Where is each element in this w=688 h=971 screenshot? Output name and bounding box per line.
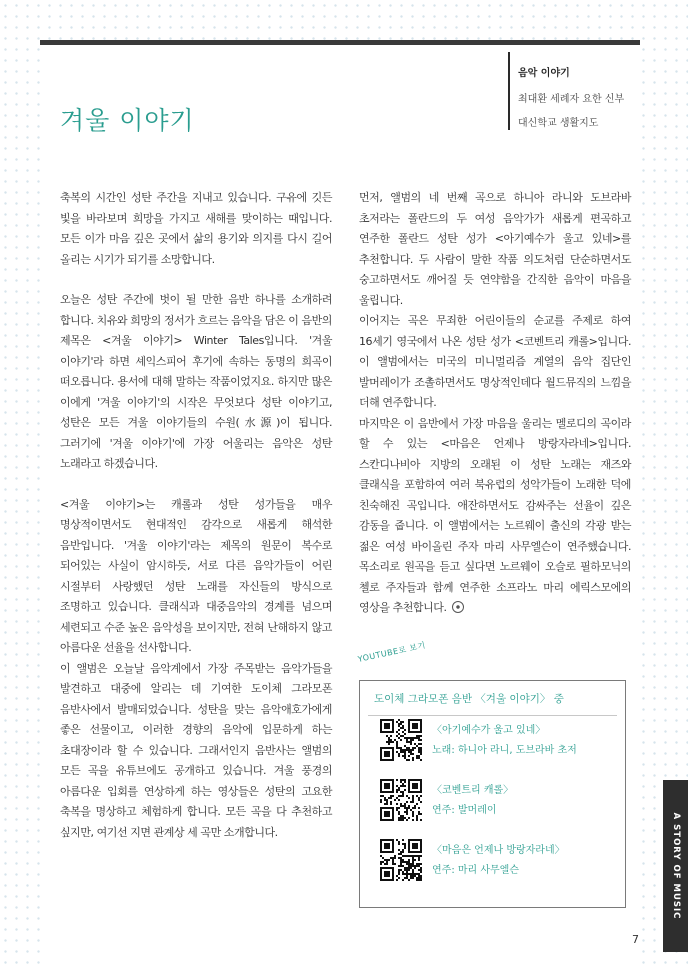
youtube-item-title[interactable]: 〈마음은 언제나 방랑자라네〉 (432, 845, 565, 856)
info-author: 최대환 세례자 요한 신부 (518, 94, 625, 105)
paragraph: 먼저, 앨범의 네 번째 곡으로 하니아 라니와 도브라바 초저라는 폴란드의 두 여성 음악가가 새롭게 편곡하고 연주한 폴란드 성탄 성가 <아기예수가 울고 있네>를 추천합니다. 두 사람이 말한 작품 의도처럼 단순하면서도 숭고하면서도 깨어질 듯 연약함을 간직한 음악이 마음을 울립니다. (359, 191, 631, 307)
paragraph-text: 마지막은 이 음반에서 가장 마음을 울리는 멜로디의 곡이라 할 수 있는 <마음은 언제나 방랑자라네>입니다. 스칸디나비아 지방의 오래된 이 성탄 노래는 재즈와 클래식을 포함하여 여러 북유럽의 성악가들이 노래한 덕에 친숙해진 곡입니다. 애잔하면서도 감싸주는 선율이 깊은 감동을 줍니다. 이 앨범에서는 노르웨이 출신의 각광 받는 젊은 여성 바이올린 주자 마리 사무엘슨이 연주했습니다. 목소리로 원곡을 듣고 싶다면 노르웨이 오슬로 필하모닉의 첼로 주자들과 함께 연주한 소프라노 마리 에릭스모에의 영상을 추천합니다. (359, 416, 631, 614)
paragraph: <겨울 이야기>는 캐롤과 성탄 성가들을 매우 명상적이면서도 현대적인 감각으로 새롭게 해석한 음반입니다. '겨울 이야기'라는 제목의 원문이 복수로 되어있는 사실이 암시하듯, 서로 다른 음악가들이 어린 시절부터 사랑했던 성탄 노래를 자신들의 방식으로 조명하고 있습니다. 클래식과 대중음악의 경계를 넘으며 세련되고 수준 높은 음악성을 보이지만, 전혀 난해하지 않고 아름다운 선율을 선사합니다. (60, 497, 332, 654)
paragraph: 오늘은 성탄 주간에 벗이 될 만한 음반 하나를 소개하려 합니다. 치유와 희망의 정서가 흐르는 음악을 담은 이 음반의 제목은 <겨울 이야기> Winter Tales입니다. '겨울 이야기'라 하면 셰익스피어 후기에 속하는 동명의 희곡이 떠오릅니다. 용서에 대해 말하는 작품이었지요. 하지만 많은 이에게 '겨울 이야기'의 시작은 무엇보다 성탄 이야기고, 성탄은 모든 겨울 이야기들의 수원(水源)이 됩니다. 그러기에 '겨울 이야기'에 가장 어울리는 음악은 성탄 노래라고 하겠습니다. (60, 293, 332, 470)
youtube-item-title[interactable]: 〈코벤트리 캐롤〉 (432, 785, 514, 796)
music-note-icon (452, 601, 464, 613)
side-tab-label: A STORY OF MUSIC (670, 812, 681, 920)
top-rule (40, 40, 640, 45)
info-category: 음악 이야기 (518, 68, 570, 79)
youtube-item[interactable] (380, 779, 620, 827)
youtube-item[interactable] (380, 839, 620, 887)
right-column (359, 188, 631, 619)
youtube-item-title[interactable]: 〈아기예수가 울고 있네〉 (432, 725, 546, 736)
youtube-heading: 도이체 그라모폰 음반 〈겨울 이야기〉 중 (374, 693, 564, 705)
youtube-tag: YOUTUBE로 보기 (357, 640, 427, 664)
info-rule (508, 52, 510, 130)
youtube-box (359, 680, 626, 908)
youtube-item-credit: 노래: 하니아 라니, 도브라바 초저 (432, 745, 577, 756)
qr-code-icon[interactable] (380, 719, 422, 761)
paragraph: 축복의 시간인 성탄 주간을 지내고 있습니다. 구유에 깃든 빛을 바라보며 희망을 가지고 새해를 맞이하는 때입니다. 모든 이가 마음 깊은 곳에서 삶의 용기와 의지를 다시 길어 올리는 시기가 되기를 소망합니다. (60, 191, 332, 266)
paragraph: 이어지는 곡은 무죄한 어린이들의 순교를 주제로 하여 16세기 영국에서 나온 성탄 성가 <코벤트리 캐롤>입니다. 이 앨범에서는 미국의 미니멀리즘 계열의 음악 집단인 발머레이가 조촐하면서도 명상적인데다 월드뮤직의 느낌을 더해 연주합니다. (359, 314, 631, 409)
youtube-item[interactable] (380, 719, 620, 767)
info-affiliation: 대신학교 생활지도 (518, 118, 599, 129)
youtube-item-credit: 연주: 발머레이 (432, 805, 497, 816)
youtube-item-credit: 연주: 마리 사무엘슨 (432, 865, 520, 876)
paragraph: 이 앨범은 오늘날 음악계에서 가장 주목받는 음악가들을 발견하고 대중에 알리는 데 기여한 도이체 그라모폰 음반사에서 발매되었습니다. 성탄을 맞는 음악애호가에게 좋은 선물이고, 이러한 경향의 음악에 입문하게 하는 초대장이라 할 수 있습니다. 그래서인지 음반사는 앨범의 모든 곡을 유튜브에도 공개하고 있습니다. 겨울 풍경의 아름다운 입회를 연상하게 하는 영상들은 성탄의 고요한 축복을 명상하고 체험하게 합니다. 모든 곡을 다 추천하고 싶지만, 여기선 지면 관계상 세 곡만 소개합니다. (60, 661, 332, 839)
qr-code-icon[interactable] (380, 779, 422, 821)
left-column (60, 188, 332, 843)
side-tab (663, 780, 688, 952)
divider (368, 715, 617, 716)
page-number: 7 (632, 933, 639, 946)
page-title: 겨울 이야기 (60, 105, 195, 135)
paragraph (359, 414, 631, 619)
qr-code-icon[interactable] (380, 839, 422, 881)
